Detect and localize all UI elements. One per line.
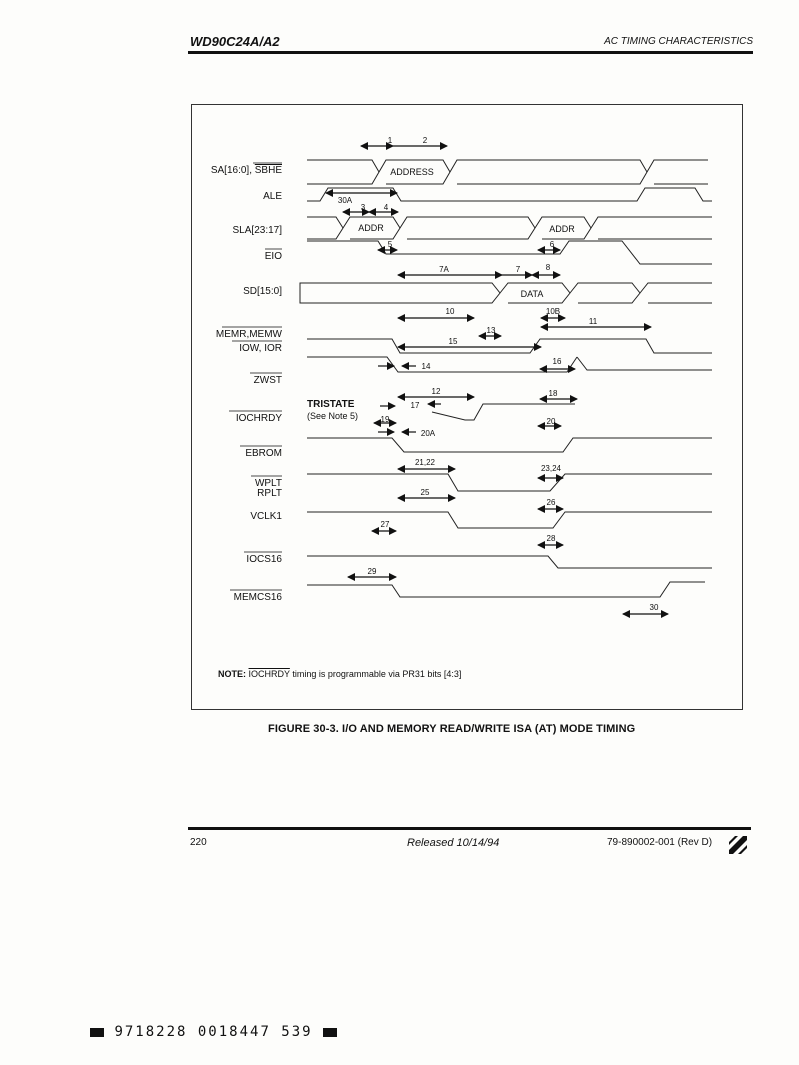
signal-label-sla: SLA[23:17] [232,225,282,236]
signal-label-wplt: WPLT [254,478,282,489]
signal-label-rplt: RPLT [257,488,282,499]
bus-label-address: ADDRESS [390,167,434,177]
timing-label: 11 [588,317,598,326]
timing-label: 17 [410,401,420,410]
page-number: 220 [190,837,207,848]
signal-label-vclk1: VCLK1 [250,511,282,522]
wave-ebrom [307,438,712,452]
company-logo-icon [729,836,747,854]
document-number: 79-890002-001 (Rev D) [607,837,713,848]
barcode-text: 9718228 0018447 539 [114,1024,313,1040]
signal-label-memr: MEMR,MEMW [215,329,282,340]
timing-label: 27 [380,520,390,529]
wave-wplt [307,474,712,491]
signal-label-iocs16: IOCS16 [246,554,282,565]
wave-vclk1 [307,512,712,528]
signal-label-iochrdy: IOCHRDY [235,413,282,424]
wave-ale [307,188,712,201]
timing-label: 10 [445,307,455,316]
timing-label: 12 [431,387,441,396]
release-date: Released 10/14/94 [407,837,500,849]
bus-labels [358,167,575,299]
timing-label: 29 [367,567,377,576]
timing-label: 6 [549,240,555,249]
timing-label: 20 [546,417,556,426]
timing-label: 20A [420,429,436,438]
timing-label: 5 [387,240,393,249]
note-prefix: NOTE: [218,669,246,679]
note-signal: IOCHRDY [248,669,290,679]
barcode-block-left [90,1028,104,1037]
timing-arrows [326,146,668,614]
timing-label: 28 [546,534,556,543]
bus-label-addr2: ADDR [549,224,575,234]
wave-sd [300,283,712,303]
signal-labels [211,163,283,603]
timing-label: 1 [387,136,393,145]
section-title: AC TIMING CHARACTERISTICS [604,36,753,47]
signal-label-ebrom: EBROM [245,448,282,459]
timing-label: 21,22 [414,458,436,467]
barcode-line [90,1024,337,1040]
bus-label-data: DATA [520,289,544,299]
timing-label: 15 [448,337,458,346]
signal-label-ale: ALE [263,191,282,202]
timing-label: 25 [420,488,430,497]
tristate-title: TRISTATE [307,399,355,410]
timing-label: 7 [515,265,521,274]
timing-label: 19 [380,415,390,424]
signal-label-eio: EIO [264,251,282,262]
signal-label-sd: SD[15:0] [243,286,282,297]
note-text: timing is programmable via PR31 bits [4:3] [289,669,462,679]
barcode-block-right [323,1028,337,1037]
tristate-note: (See Note 5) [307,411,359,421]
footer-rule [188,827,751,830]
timing-label: 23,24 [540,464,562,473]
timing-label: 3 [360,203,366,212]
timing-label: 7A [439,265,449,274]
tristate-labels [307,399,358,421]
document-title: WD90C24A/A2 [190,34,280,49]
signal-label-zwst: ZWST [253,375,282,386]
wave-memr [307,339,712,353]
signal-label-iow: IOW, IOR [239,343,282,354]
timing-label: 13 [486,326,496,335]
timing-label: 16 [552,357,562,366]
timing-label: 4 [383,203,389,212]
timing-label: 26 [546,498,556,507]
bus-label-addr1: ADDR [358,223,384,233]
signal-label-sa: SA[16:0], SBHE [210,165,282,176]
figure-note [218,669,461,679]
signal-label-memcs16: MEMCS16 [233,592,282,603]
timing-label: 30A [337,196,353,205]
timing-label: 30 [649,603,659,612]
timing-label: 18 [548,389,558,398]
figure-caption: FIGURE 30-3. I/O AND MEMORY READ/WRITE ISA (AT) MODE TIMING [268,723,636,735]
wave-sa [307,160,708,184]
timing-label: 14 [421,362,431,371]
timing-label: 2 [422,136,428,145]
wave-eio [307,241,712,264]
wave-zwst [307,357,712,372]
timing-labels [338,136,659,612]
timing-label: 8 [545,263,551,272]
timing-label: 10B [545,307,561,316]
wave-memcs16 [307,582,705,597]
